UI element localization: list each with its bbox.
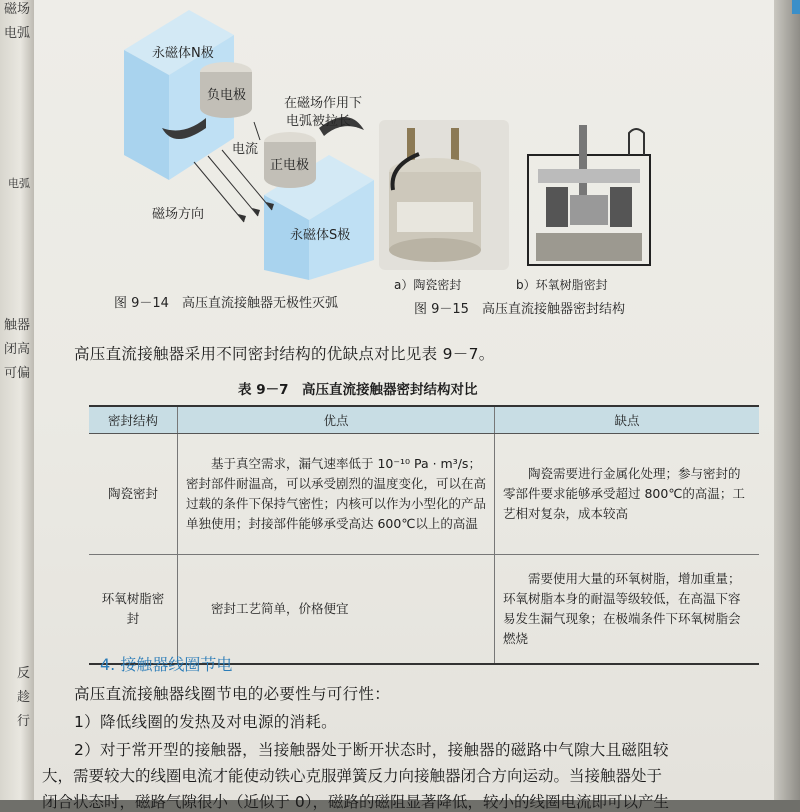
terminal-right [451, 128, 459, 160]
product-label [397, 202, 473, 232]
field-arrow [208, 156, 258, 216]
field-arrowhead [252, 208, 260, 216]
body-line: 2）对于常开型的接触器，当接触器处于断开状态时，接触器的磁路中气隙大且磁阻较 [74, 741, 669, 759]
ceramic-bottom [389, 238, 481, 262]
threaded-stud [579, 125, 587, 195]
ceramic-contactor-illustration [379, 120, 509, 270]
book-page [34, 0, 774, 811]
left-fragment: 电弧 [8, 177, 30, 190]
body-line: 闭合状态时，磁路气隙很小（近似于 0），磁路的磁阻显著降低，较小的线圈电流即可以产生 [42, 793, 670, 811]
intro-paragraph: 高压直流接触器采用不同密封结构的优缺点对比见表 9－7。 [74, 345, 495, 363]
table-row [89, 555, 759, 665]
body-line: 1）降低线圈的发热及对电源的消耗。 [74, 713, 337, 731]
figure-9-15b-label: b）环氧树脂密封 [516, 278, 608, 292]
left-fragment: 闭高 [3, 342, 30, 357]
left-page-edge [0, 0, 34, 800]
contact-plate [538, 169, 640, 183]
right-page-edge [774, 0, 800, 800]
epoxy-fill [536, 233, 642, 261]
table-row [89, 434, 759, 555]
left-fragment: 可偏 [3, 366, 30, 381]
left-fragment: 电弧 [3, 26, 30, 41]
cell-pros: 基于真空需求，漏气速率低于 10⁻¹⁰ Pa · m³/s；密封部件耐温高，可以承受剧烈的温度变化，可以在高过载的条件下保持气密性；内核可以作为小型化的产品单独使用；封接部件能够承受高达 600℃以上的高温 [178, 434, 495, 555]
left-fragment: 行 [16, 714, 30, 729]
left-fragment: 磁场 [3, 2, 30, 17]
cell-pros: 密封工艺简单，价格便宜 [178, 555, 495, 665]
label-magnet-n: 永磁体N极 [152, 46, 214, 61]
figure-9-14 [114, 10, 384, 280]
figure-9-14-caption: 图 9－14 高压直流接触器无极性灭弧 [114, 296, 338, 311]
field-arrowhead [238, 214, 246, 222]
left-fragment: 触器 [3, 318, 30, 333]
figure-9-15a-label: a）陶瓷密封 [394, 278, 462, 292]
header-pros: 优点 [178, 406, 495, 434]
figure-9-15b-diagram [524, 125, 659, 270]
hook-terminal [629, 129, 644, 155]
core [570, 195, 608, 225]
coil-right [610, 187, 632, 227]
figure-9-15a-photo [379, 120, 509, 270]
body-line: 大，需要较大的线圈电流才能使动铁心克服弹簧反力向接触器闭合方向运动。当接触器处于 [42, 767, 663, 785]
epoxy-seal-diagram [524, 125, 659, 270]
coil-left [546, 187, 568, 227]
seal-comparison-table [89, 405, 759, 665]
header-cons: 缺点 [495, 406, 760, 434]
figure-9-15-caption: 图 9－15 高压直流接触器密封结构 [414, 302, 625, 317]
label-positive-electrode: 正电极 [270, 158, 310, 173]
label-negative-electrode: 负电极 [207, 88, 247, 103]
table-header-row [89, 406, 759, 434]
label-arc-stretched: 电弧被拉长 [286, 114, 352, 129]
header-type: 密封结构 [89, 406, 178, 434]
cell-type: 环氧树脂密封 [89, 555, 178, 665]
blue-tab-marker [792, 0, 800, 14]
cell-type: 陶瓷密封 [89, 434, 178, 555]
section-heading: 4. 接触器线圈节电 [100, 655, 233, 674]
left-fragment: 趁 [16, 690, 30, 705]
cell-cons: 陶瓷需要进行金属化处理；参与密封的零部件要求能够承受超过 800℃的高温；工艺相对复杂，成本较高 [495, 434, 760, 555]
table-title: 表 9－7 高压直流接触器密封结构对比 [238, 382, 478, 398]
label-in-field: 在磁场作用下 [284, 96, 363, 111]
cell-cons: 需要使用大量的环氧树脂，增加重量；环氧树脂本身的耐温等级较低，在高温下容易发生漏气现象；在极端条件下环氧树脂会燃烧 [495, 555, 760, 665]
left-fragment: 反 [16, 666, 30, 681]
label-field-direction: 磁场方向 [152, 207, 205, 222]
label-current: 电流 [232, 142, 259, 157]
body-line: 高压直流接触器线圈节电的必要性与可行性： [74, 685, 391, 703]
label-magnet-s: 永磁体S极 [290, 228, 351, 243]
